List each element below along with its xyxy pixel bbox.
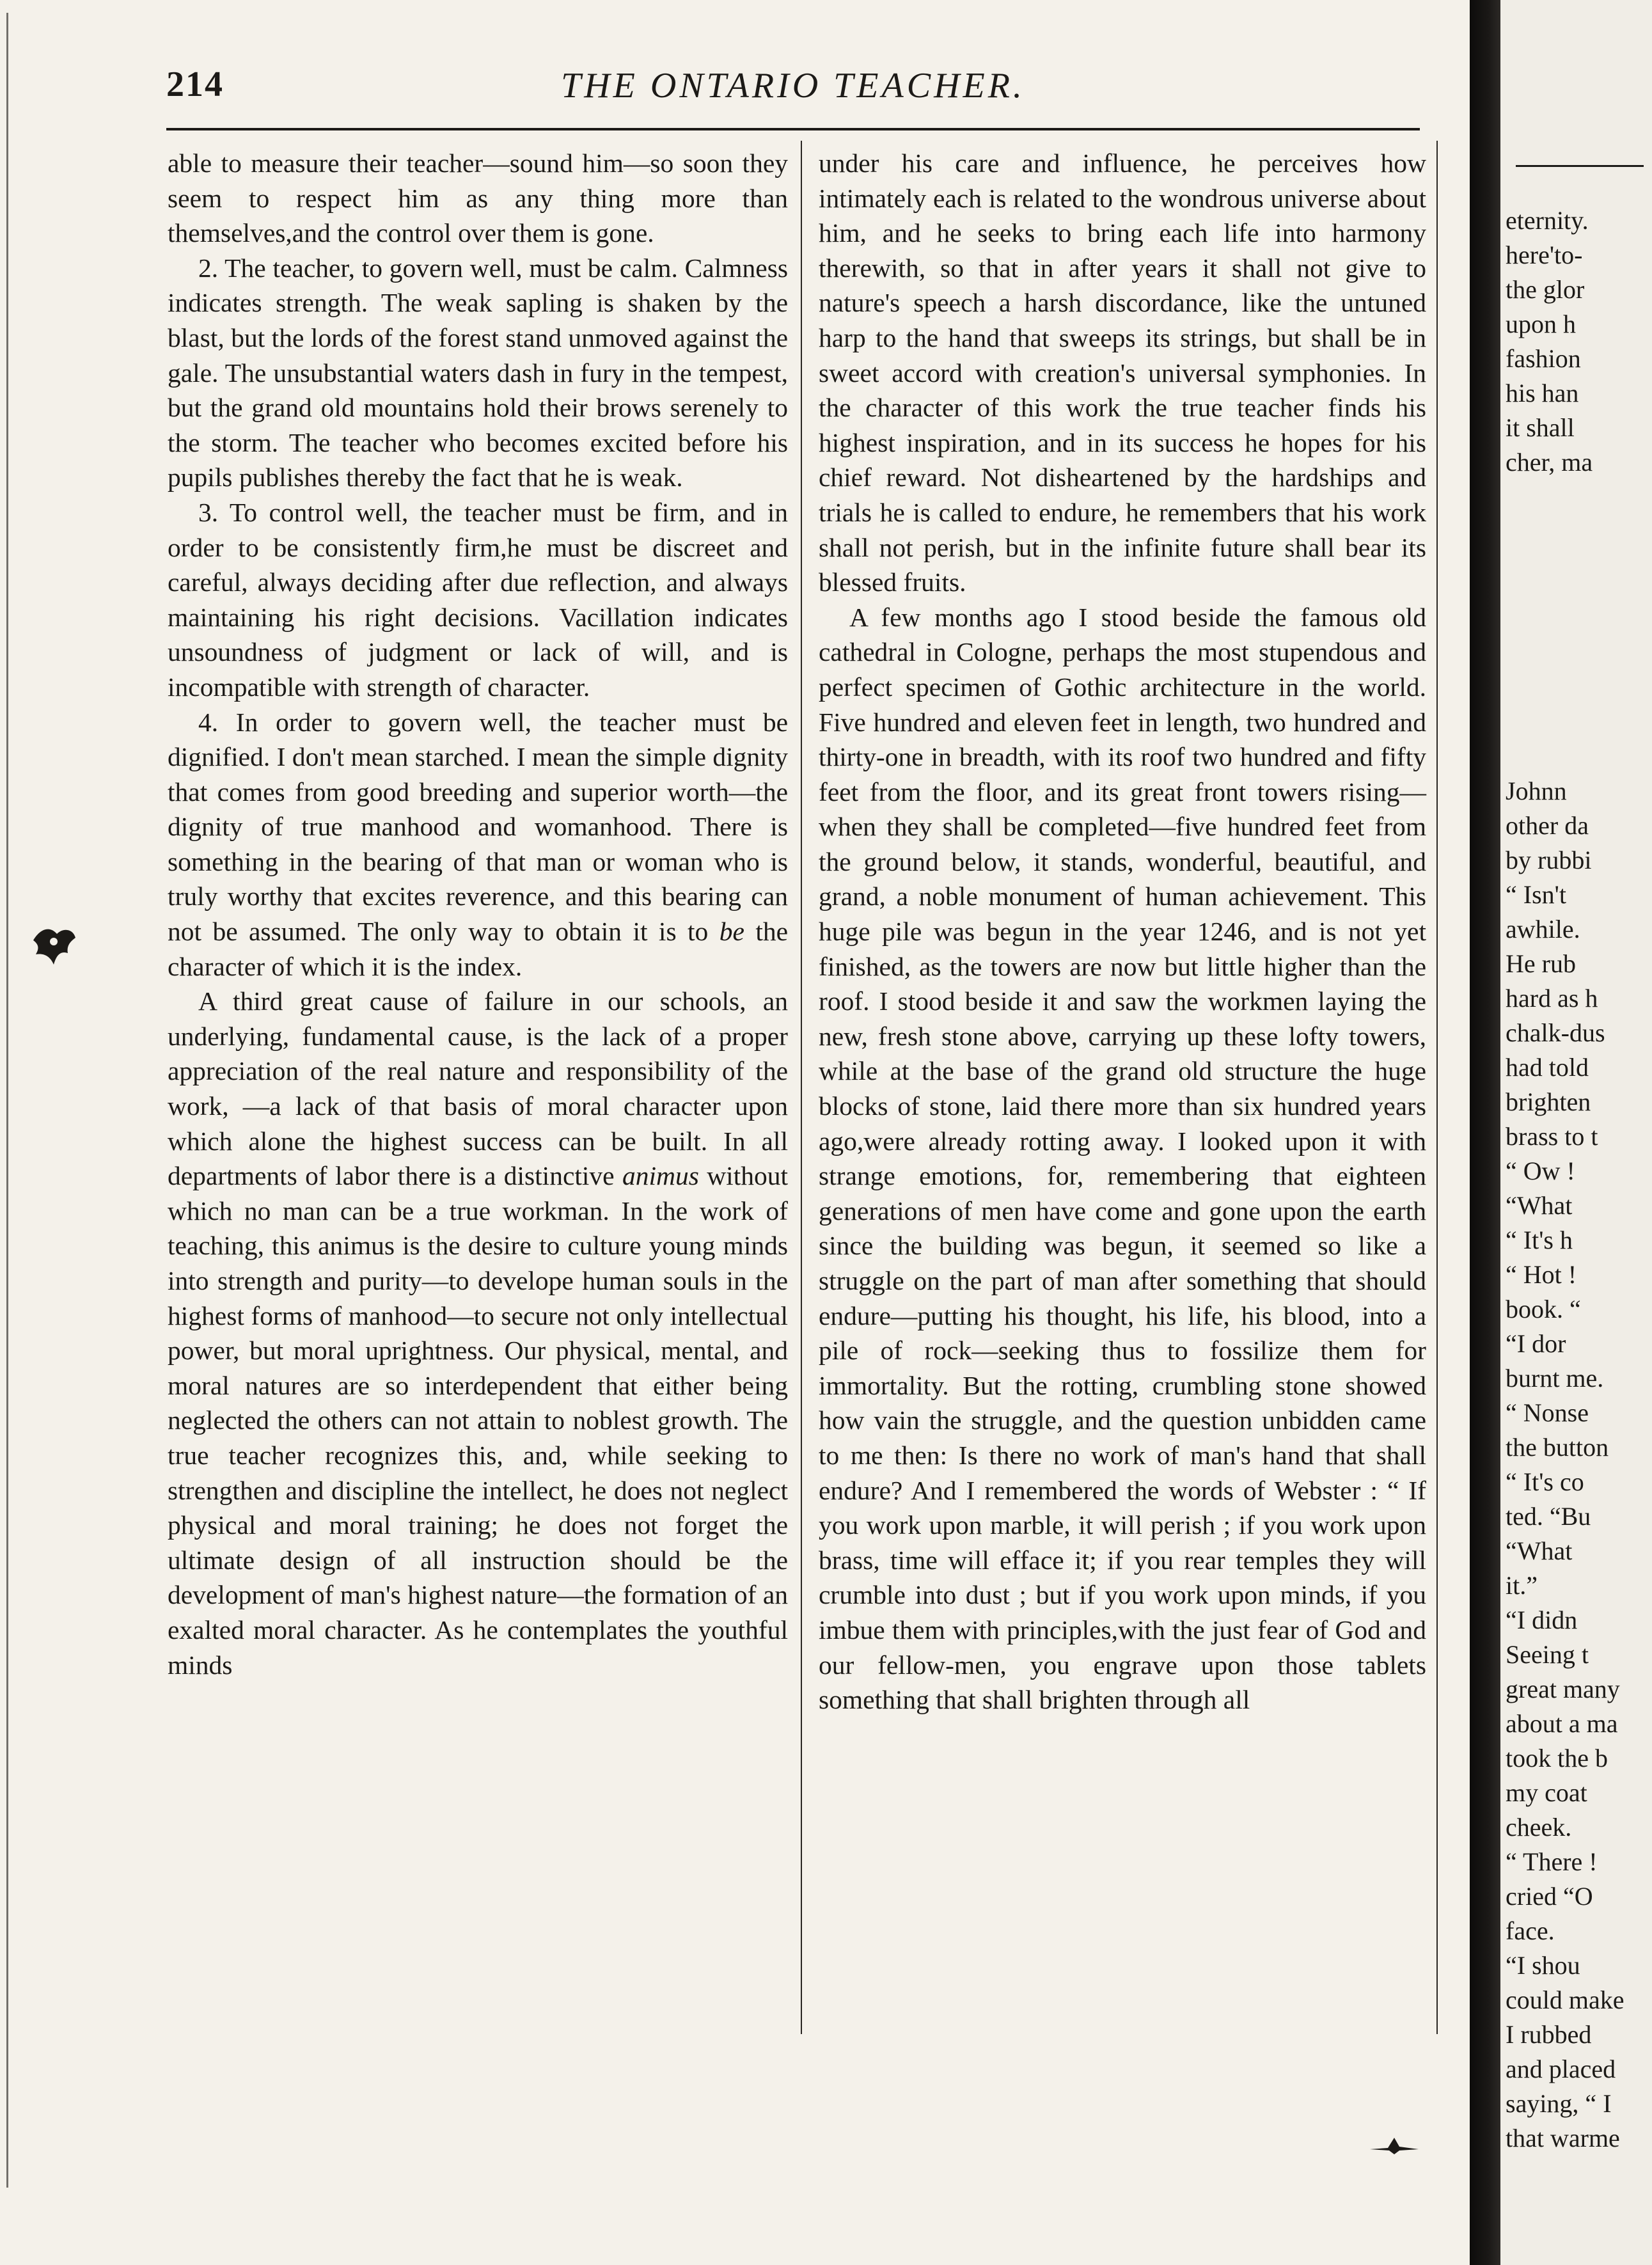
- text-run: A third great cause of failure in our schools, an underlying, fundamental cause, is the lack of a proper appreciation of the real nature and responsibility of the work, —a lack of that basis of moral character upon which alone the highest success can be built. In all departments of labor there is a distinctive: [168, 986, 788, 1191]
- ink-blot-ornament: [28, 908, 79, 979]
- facing-page-text-bottom: Johnn other da by rubbi “ Isn't awhile. He rub hard as h chalk-dus had told brighten brass to t “ Ow ! “What “ It's h “ Hot ! book. “ “I dor burnt me. “ Nonse the button “ It's co ted. “Bu “What it.” “I didn Seeing t great many about a ma took the b my coat cheek. “ There ! cried “O face. “I shou could make I rubbed and placed saying, “ I that warme: [1506, 777, 1624, 2152]
- column-right-edge: [1436, 141, 1438, 2034]
- italic-word: animus: [622, 1161, 699, 1191]
- facing-page: [1500, 0, 1652, 2265]
- column-divider: [801, 141, 802, 2034]
- paragraph: able to measure their teacher—sound him—so soon they seem to respect him as any thing more than themselves,and the control over them is gone.: [168, 148, 788, 248]
- printer-mark-ornament: [1369, 2130, 1420, 2156]
- paragraph: A few months ago I stood beside the famous old cathedral in Cologne, perhaps the most stupendous and perfect specimen of Gothic architecture in the world. Five hundred and eleven feet in length, two hundred and thirty-one in breadth, with its roof two hundred and fifty feet from the floor, and its great front towers rising—when they shall be completed—five hundred feet from the ground below, it stands, wonderful, beautiful, and grand, a noble monument of human achievement. This huge pile was begun in the year 1246, and is not yet finished, as the towers are now but little higher than the roof. I stood beside it and saw the workmen laying the new, fresh stone above, carrying up these lofty towers, while at the base of the grand old structure the huge blocks of stone, laid there more than six hundred years ago,were already rotting away. I looked upon it with strange emotions, for, remembering that eighteen generations of men have come and gone upon the earth since the building was begun, it seemed so like a struggle on the part of man after something that should endure—putting his thought, his life, his blood, into a pile of rock—seeking thus to fossilize them for immortality. But the rotting, crumbling stone showed how vain the struggle, and the question unbidden came to me then: Is there no work of man's hand that shall endure? And I remembered the words of Webster : “ If you work upon marble, it will perish ; if you work upon brass, time will efface it; if you rear temples they will crumble into dust ; but if you work upon minds, if you imbue them with principles,with the just fear of God and our fellow-men, you engrave upon those tablets something that shall brighten through all: [819, 602, 1426, 1715]
- facing-page-text-top: eternity. here'to- the glor upon h fashion his han it shall cher, ma: [1506, 206, 1593, 477]
- page-edge: [6, 13, 8, 2188]
- page-number: 214: [166, 65, 224, 104]
- paragraph: 2. The teacher, to govern well, must be calm. Calmness indicates strength. The weak sapling is shaken by the blast, but the lords of the forest stand unmoved against the gale. The unsubstantial waters dash in fury in the tempest, but the grand old mountains hold their brows serenely to the storm. The teacher who becomes excited before his pupils publishes thereby the fact that he is weak.: [168, 253, 788, 493]
- page-header: [166, 64, 1420, 122]
- header-rule: [166, 128, 1420, 130]
- paragraph: [168, 705, 788, 984]
- running-title: THE ONTARIO TEACHER.: [561, 66, 1025, 106]
- facing-page-rule: [1516, 165, 1644, 167]
- paragraph: [168, 984, 788, 1682]
- text-run: 4. In order to govern well, the teacher must be dignified. I don't mean starched. I mean the simple dignity that comes from good breeding and superior worth—the dignity of true manhood and womanhood. There is something in the bearing of that man or woman who is truly worthy that excites reverence, and this bearing can not be assumed. The only way to obtain it is to: [168, 707, 788, 947]
- text-run: the character of which it is the index.: [168, 917, 789, 981]
- book-gutter: [1470, 0, 1500, 2265]
- italic-word: be: [719, 917, 744, 947]
- column-right: [819, 146, 1426, 1717]
- text-run: without which no man can be a true workman. In the work of teaching, this animus is the desire to culture young minds into strength and purity—to develope human souls in the highest forms of manhood—to secure not only intellectual power, but moral uprightness. Our physical, mental, and moral natures are so interdependent that either being neglected the others can not attain to noblest growth. The true teacher recognizes this, and, while seeking to strengthen and discipline the intellect, he does not neglect physical and moral training; he does not forget the ultimate design of all instruction should be the development of man's highest nature—the formation of an exalted moral character. As he contemplates the youthful minds: [168, 1161, 789, 1680]
- paragraph: under his care and influence, he perceives how intimately each is related to the wondrous universe about him, and he seeks to bring each life into harmony therewith, so that in after years it shall not give to nature's speech a harsh discordance, like the untuned harp to the hand that sweeps its strings, but shall be in sweet accord with creation's universal symphonies. In the character of this work the true teacher finds his highest inspiration, and in its success he hopes for his chief reward. Not disheartened by the hardships and trials he is called to endure, he remembers that his work shall not perish, but in the infinite future shall bear its blessed fruits.: [819, 148, 1426, 597]
- paragraph: 3. To control well, the teacher must be firm, and in order to be consistently firm,he must be discreet and careful, always deciding after due reflection, and always maintaining his right decisions. Vacillation indicates unsoundness of judgment or lack of will, and is incompatible with strength of character.: [168, 497, 788, 702]
- column-left: [168, 146, 788, 1682]
